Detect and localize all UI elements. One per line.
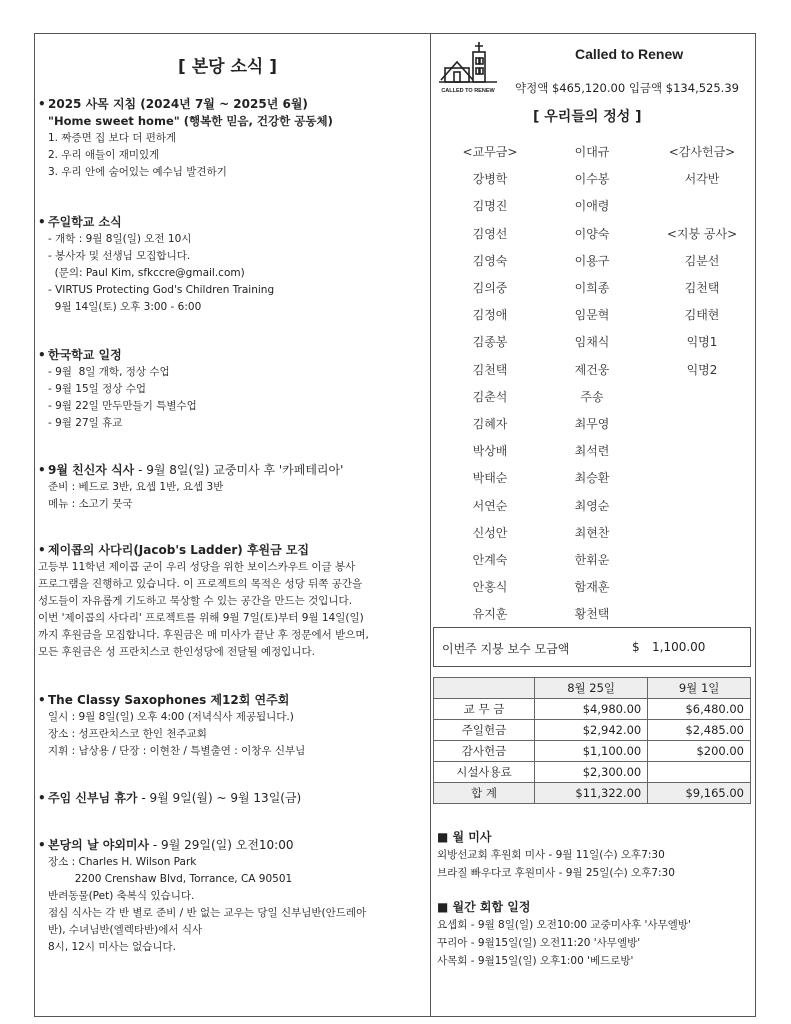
vacation-title-row xyxy=(38,790,426,807)
korean-school-line: - 9월 22일 만두만들기 특별수업 xyxy=(48,400,197,412)
sunday-school-line: 9월 14일(토) 오후 3:00 - 6:00 xyxy=(48,301,202,313)
jacob-line: 까지 후원금을 모집합니다. 후원금은 매 미사가 끝난 후 정문에서 받으며, xyxy=(38,629,369,641)
meeting-line: 사목회 - 9월15일(일) 오후1:00 '베드로방' xyxy=(437,955,634,967)
sunday-school-line: - 봉사자 및 선생님 모집합니다. xyxy=(48,250,191,262)
ministry-title: • 2025 사목 지침 (2024년 7월 ~ 2025년 6월) xyxy=(38,96,426,113)
parish-news-heading: [ 본당 소식 ] xyxy=(178,57,277,77)
donor-name: 김종봉 xyxy=(472,335,508,350)
sax-line: 지휘 : 남상용 / 단장 : 이현찬 / 특별출연 : 이창우 신부님 xyxy=(48,745,306,757)
donor-name: 김태현 xyxy=(684,308,720,323)
meetings-section xyxy=(437,898,753,970)
ministry-item: 1. 짜증면 집 보다 더 편하게 xyxy=(48,132,177,144)
finance-total-value: $9,165.00 xyxy=(648,783,751,804)
outdoor-date: - 9월 29일(일) 오전10:00 xyxy=(149,838,294,852)
donor-name: 서연순 xyxy=(472,498,508,513)
donor-name: 최무영 xyxy=(574,417,610,431)
donor-name: 임채식 xyxy=(574,335,610,350)
sunday-school-title: • 주일학교 소식 xyxy=(38,214,426,231)
finance-value: $1,100.00 xyxy=(535,741,648,762)
meetings-title: ■ 월간 회합 일정 xyxy=(437,900,531,914)
donor-name: 신성안 xyxy=(472,525,508,540)
sax-line: 장소 : 성프란치스코 한인 천주교회 xyxy=(48,728,207,740)
donor-name: 서각반 xyxy=(684,172,720,187)
monthly-mass-line: 브라질 빠우다코 후원미사 - 9월 25일(수) 오후7:30 xyxy=(437,867,675,879)
column-divider xyxy=(430,33,431,1017)
korean-school-section xyxy=(38,347,426,432)
outdoor-title-row xyxy=(38,837,426,854)
donor-name: 김의중 xyxy=(472,281,508,295)
finance-total-label: 합 계 xyxy=(434,783,535,804)
finance-row xyxy=(434,699,751,720)
outdoor-line: 장소 : Charles H. Wilson Park xyxy=(48,856,197,868)
meeting-line: 꾸리아 - 9월15일(일) 오전11:20 '사무엘방' xyxy=(437,937,641,949)
donor-name: 이용구 xyxy=(574,253,610,268)
donor-name: 강병학 xyxy=(472,172,508,187)
vacation-title: 주임 신부님 휴가 xyxy=(48,791,138,805)
korean-school-line: - 9월 27일 휴교 xyxy=(48,417,123,429)
korean-school-line: - 9월 15일 정상 수업 xyxy=(48,383,147,395)
sunday-school-line: - VIRTUS Protecting God's Children Training xyxy=(48,284,275,296)
donor-name: 최영순 xyxy=(574,498,610,513)
finance-row xyxy=(434,720,751,741)
meal-line: 메뉴 : 소고기 뭇국 xyxy=(48,498,133,510)
finance-label: 감사헌금 xyxy=(434,741,535,762)
roof-fund-label: 이번주 지붕 보수 모금액 xyxy=(442,642,570,656)
donor-name: 이애령 xyxy=(574,199,610,214)
finance-table xyxy=(433,677,751,804)
roof-fund-amount: 1,100.00 xyxy=(652,640,706,654)
donor-name: <교무금> xyxy=(462,145,518,159)
donor-name: 김천택 xyxy=(684,281,720,295)
outdoor-line: 반), 수녀님반(엘렉타반)에서 식사 xyxy=(48,924,203,936)
finance-total-row xyxy=(434,783,751,804)
meal-title-row xyxy=(38,462,426,479)
finance-value: $200.00 xyxy=(648,741,751,762)
pledge-amount: $465,120.00 xyxy=(551,81,626,95)
outdoor-title: 본당의 날 야외미사 xyxy=(48,838,150,852)
finance-value: $4,980.00 xyxy=(535,699,648,720)
monthly-mass-line: 외방선교회 후원회 미사 - 9월 11일(수) 오후7:30 xyxy=(437,849,665,861)
roof-fund-currency: $ xyxy=(632,640,640,654)
finance-value: $2,485.00 xyxy=(648,720,751,741)
meal-section xyxy=(38,462,426,513)
finance-row xyxy=(434,741,751,762)
donor-name: 김춘석 xyxy=(472,389,508,404)
finance-header-cell xyxy=(434,678,535,699)
church-icon xyxy=(437,38,499,96)
donor-name: 함재훈 xyxy=(574,580,610,595)
outdoor-line: 점심 식사는 각 반 별로 준비 / 반 없는 교우는 당일 신부님반(안드레아 xyxy=(48,907,367,919)
donor-name: 제건웅 xyxy=(574,362,610,377)
campaign-amounts xyxy=(515,80,739,96)
outdoor-line: 반려동물(Pet) 축복식 있습니다. xyxy=(48,890,195,902)
donor-name: 최승환 xyxy=(574,471,610,486)
donor-name: <지붕 공사> xyxy=(666,226,738,241)
pledge-label: 약정액 xyxy=(515,81,549,95)
finance-header-cell: 9월 1일 xyxy=(648,678,751,699)
donor-name: 한휘운 xyxy=(574,553,610,567)
finance-total-value: $11,322.00 xyxy=(535,783,648,804)
finance-value xyxy=(648,762,751,783)
donor-name: 김분선 xyxy=(684,253,720,268)
paid-amount: $134,525.39 xyxy=(665,81,739,95)
donor-name: 박태순 xyxy=(472,471,508,486)
jacob-line: 고등부 11학년 제이콥 군이 우리 성당을 위한 보이스카우트 이글 봉사 xyxy=(38,561,356,573)
church-logo xyxy=(437,38,499,96)
campaign-title: Called to Renew xyxy=(575,46,684,62)
finance-label: 주일헌금 xyxy=(434,720,535,741)
donor-name: 이희종 xyxy=(574,281,610,295)
donor-name: 김영숙 xyxy=(472,253,508,268)
donor-name: 유지훈 xyxy=(472,607,508,622)
sunday-school-line: (문의: Paul Kim, sfkccre@gmail.com) xyxy=(48,267,245,279)
finance-value: $2,942.00 xyxy=(535,720,648,741)
donor-name: 익명2 xyxy=(686,362,718,377)
donor-name: 박상배 xyxy=(472,444,508,459)
donations-heading: [ 우리들의 정성 ] xyxy=(533,109,642,125)
donor-name: 익명1 xyxy=(686,335,718,350)
ministry-item: 2. 우리 애들이 재미있게 xyxy=(48,149,160,161)
jacob-line: 모든 후원금은 성 프란치스코 한인성당에 전달될 예정입니다. xyxy=(38,646,315,658)
donor-name: 김영선 xyxy=(472,226,508,241)
donor-name: 안홍식 xyxy=(472,580,508,595)
ministry-item: 3. 우리 안에 숨어있는 예수님 발견하기 xyxy=(48,166,227,178)
korean-school-line: - 9월 8일 개학, 정상 수업 xyxy=(48,366,170,378)
outdoor-line: 2200 Crenshaw Blvd, Torrance, CA 90501 xyxy=(48,873,293,885)
jacob-line: 프로그램을 진행하고 있습니다. 이 프로젝트의 목적은 성당 뒤쪽 공간을 xyxy=(38,578,363,590)
sax-title: • The Classy Saxophones 제12회 연주회 xyxy=(38,692,426,709)
jacob-line: 이번 '제이콥의 사다리' 프로젝트를 위해 9월 7일(토)부터 9월 14일(일) xyxy=(38,612,364,624)
paid-label: 입금액 xyxy=(628,81,663,95)
sunday-school-line: - 개학 : 9월 8일(일) 오전 10시 xyxy=(48,233,192,245)
donor-name: 임문혁 xyxy=(574,308,610,323)
meal-line: 준비 : 베드로 3반, 요셉 1반, 요셉 3반 xyxy=(48,481,224,493)
meal-date: - 9월 8일(일) 교중미사 후 '카페테리아' xyxy=(134,463,344,477)
meeting-line: 요셉회 - 9월 8일(일) 오전10:00 교중미사후 '사무엘방' xyxy=(437,919,691,931)
donor-name: 김명진 xyxy=(472,199,508,214)
finance-label: 교 무 금 xyxy=(434,699,535,720)
donor-name: 김정애 xyxy=(472,308,508,323)
sunday-school-section xyxy=(38,214,426,316)
finance-label: 시설사용료 xyxy=(434,762,535,783)
donor-name: 최현찬 xyxy=(574,525,610,540)
donor-name: 황천택 xyxy=(574,607,610,622)
donor-name: <감사헌금> xyxy=(668,145,736,159)
jacob-section xyxy=(38,542,426,661)
finance-header-row xyxy=(434,678,751,699)
jacob-line: 성도들이 자유롭게 기도하고 묵상할 수 있는 공간을 만드는 것입니다. xyxy=(38,595,353,607)
finance-value: $2,300.00 xyxy=(535,762,648,783)
jacob-title: • 제이콥의 사다리(Jacob's Ladder) 후원금 모집 xyxy=(38,542,426,559)
korean-school-title: • 한국학교 일정 xyxy=(38,347,426,364)
vacation-dates: - 9월 9일(월) ~ 9월 13일(금) xyxy=(137,791,302,805)
donor-name: 안계숙 xyxy=(472,553,508,567)
meal-title: 9월 친신자 식사 xyxy=(48,463,135,477)
ministry-section xyxy=(38,96,426,181)
roof-fund-box xyxy=(433,627,751,667)
donor-name: 김천택 xyxy=(472,362,508,377)
donor-name: 이수봉 xyxy=(574,172,610,187)
outdoor-line: 8시, 12시 미사는 없습니다. xyxy=(48,941,177,953)
sax-line: 일시 : 9월 8일(일) 오후 4:00 (저녁식사 제공됩니다.) xyxy=(48,711,294,723)
donor-name: 주송 xyxy=(580,389,604,404)
donor-name: 이대규 xyxy=(574,145,610,159)
ministry-motto: "Home sweet home" (행복한 믿음, 건강한 공동체) xyxy=(48,114,333,128)
outdoor-mass-section xyxy=(38,837,426,956)
monthly-mass-title: ■ 월 미사 xyxy=(437,830,492,844)
vacation-section xyxy=(38,790,426,807)
finance-value: $6,480.00 xyxy=(648,699,751,720)
finance-row xyxy=(434,762,751,783)
donor-name: 김혜자 xyxy=(472,417,508,431)
finance-header-cell: 8월 25일 xyxy=(535,678,648,699)
sax-section xyxy=(38,692,426,760)
donor-name: 최석련 xyxy=(574,444,610,459)
donor-name: 이양숙 xyxy=(574,226,610,241)
logo-text: CALLED TO RENEW xyxy=(441,88,495,94)
monthly-mass-section xyxy=(437,828,753,882)
